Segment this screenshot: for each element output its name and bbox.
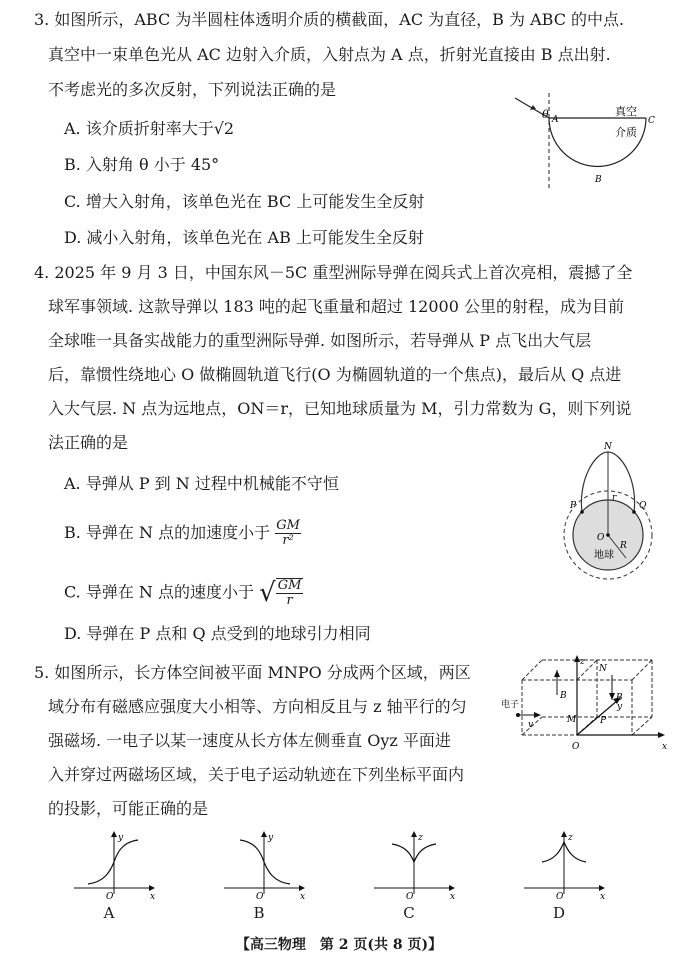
q3-option-a: A. 该介质折射率大于√2 <box>64 119 235 138</box>
q4-stem-line-1: 4. 2025 年 9 月 3 日，中国东风－5C 重型洲际导弹在阅兵式上首次亮相，震撼了全 <box>34 263 633 282</box>
q3-stem-line-2: 真空中一束单色光从 AC 边射入介质，入射点为 A 点，折射光直接由 B 点出射. <box>48 45 611 64</box>
q4-option-c <box>64 578 303 608</box>
q4-stem-line-2: 球军事领域. 这款导弹以 183 吨的起飞重量和超过 12000 公里的射程，成为目前 <box>48 297 624 316</box>
point-q-label: Q <box>639 501 647 511</box>
q5-stem-line-3: 强磁场. 一电子以某一速度从长方体左侧垂直 Oyz 平面进 <box>48 731 451 750</box>
q5-choice-a[interactable] <box>68 828 160 920</box>
axis-z-label: z <box>580 657 585 667</box>
choice-c-z-label: z <box>418 833 423 843</box>
choice-d-x-label: x <box>600 892 606 900</box>
q5-stem-line-1: 5. 如图所示，长方体空间被平面 MNPO 分成两个区域，两区 <box>34 663 471 682</box>
choice-b-x-label: x <box>300 892 306 900</box>
q4-option-b-text: B. 导弹在 N 点的加速度小于 <box>64 523 271 542</box>
electron-label: 电子 <box>501 700 520 710</box>
q4-stem-line-3: 全球唯一具备实战能力的重型洲际导弹. 如图所示，若导弹从 P 点飞出大气层 <box>48 331 592 350</box>
axis-y-label: y <box>617 702 623 712</box>
radius-big-r-label: R <box>620 541 627 551</box>
choice-b-origin-label: O <box>256 892 264 900</box>
choice-c-x-label: x <box>450 892 456 900</box>
field-b-left-label: B <box>560 691 567 701</box>
q5-choice-b-graph <box>218 828 310 900</box>
q5-stem-line-2: 域分布有磁感应强度大小相等、方向相反且与 z 轴平行的匀 <box>48 697 467 716</box>
point-p-label: P <box>570 501 577 511</box>
q5-choice-d-graph <box>518 828 610 900</box>
point-a-label: A <box>552 115 559 125</box>
q4-option-b-fraction <box>275 519 301 548</box>
q3-semicircle-figure <box>505 88 655 193</box>
medium-label: 介质 <box>615 126 637 139</box>
q5-choice-c-graph <box>368 828 460 900</box>
field-b-right-label: B <box>616 693 623 703</box>
q5-choice-b[interactable] <box>218 828 310 920</box>
page-footer: 【高三物理 第 2 页(共 8 页)】 <box>235 937 443 953</box>
q4-stem-line-5: 入大气层. N 点为远地点，ON＝r，已知地球质量为 M，引力常数为 G，则下列说 <box>48 399 632 418</box>
choice-b-y-label: y <box>268 833 274 843</box>
choice-b-label: B <box>253 904 265 922</box>
choice-c-label: C <box>403 904 415 922</box>
choice-a-label: A <box>103 904 115 922</box>
q5-choice-a-graph <box>68 828 160 900</box>
q4-c-numerator: GM <box>277 578 302 593</box>
point-n-label: N <box>599 664 607 674</box>
point-p-label: P <box>600 716 607 726</box>
q4-b-numerator: GM <box>276 518 300 533</box>
q4-stem-line-4: 后，靠惯性绕地心 O 做椭圆轨道飞行(O 为椭圆轨道的一个焦点)，最后从 Q 点进 <box>48 365 622 384</box>
q4-option-c-sqrt <box>259 578 303 608</box>
q4-option-c-fraction <box>276 578 304 608</box>
choice-a-y-label: y <box>118 833 124 843</box>
q4-option-c-text: C. 导弹在 N 点的速度小于 <box>64 582 255 602</box>
q5-stem-line-5: 的投影，可能正确的是 <box>48 799 209 818</box>
origin-o-label: O <box>572 742 580 752</box>
q3-option-c: C. 增大入射角，该单色光在 BC 上可能发生全反射 <box>64 192 425 211</box>
point-m-label: M <box>567 715 577 725</box>
choice-d-z-label: z <box>568 833 573 843</box>
center-o-label: O <box>597 533 605 543</box>
velocity-v-label: v <box>528 720 534 730</box>
q3-stem-line-3: 不考虑光的多次反射，下列说法正确的是 <box>48 80 337 99</box>
q3-option-b: B. 入射角 θ 小于 45° <box>64 155 220 174</box>
q5-choice-d[interactable] <box>518 828 610 920</box>
q4-orbit-figure <box>560 440 660 585</box>
q4-option-a: A. 导弹从 P 到 N 过程中机械能不守恒 <box>64 474 339 493</box>
q4-b-denominator: r² <box>282 533 294 548</box>
choice-d-label: D <box>552 904 566 922</box>
q4-option-b <box>64 519 301 548</box>
q5-stem-line-4: 入并穿过两磁场区域，关于电子运动轨迹在下列坐标平面内 <box>48 765 465 784</box>
axis-x-label: x <box>662 742 668 752</box>
q3-stem-line-1: 3. 如图所示，ABC 为半圆柱体透明介质的横截面，AC 为直径，B 为 ABC 的中点. <box>34 10 625 29</box>
choice-a-origin-label: O <box>106 892 114 900</box>
sqrt-sign-icon: √ <box>259 578 276 608</box>
earth-label: 地球 <box>594 550 614 561</box>
choice-d-origin-label: O <box>556 892 564 900</box>
theta-label: θ <box>542 108 549 121</box>
choice-a-x-label: x <box>150 892 156 900</box>
q4-stem-line-6: 法正确的是 <box>48 433 129 452</box>
point-n-label: N <box>604 442 612 452</box>
q3-option-d: D. 减小入射角，该单色光在 AB 上可能发生全反射 <box>64 228 424 247</box>
q4-option-d: D. 导弹在 P 点和 Q 点受到的地球引力相同 <box>64 624 371 643</box>
radius-r-label: r <box>612 493 617 503</box>
q5-cuboid-figure <box>500 655 670 770</box>
q5-choice-c[interactable] <box>368 828 460 920</box>
choice-c-origin-label: O <box>406 892 414 900</box>
point-b-label: B <box>595 175 602 185</box>
vacuum-label: 真空 <box>615 105 637 118</box>
q4-c-denominator: r <box>286 593 293 608</box>
point-c-label: C <box>648 116 655 126</box>
